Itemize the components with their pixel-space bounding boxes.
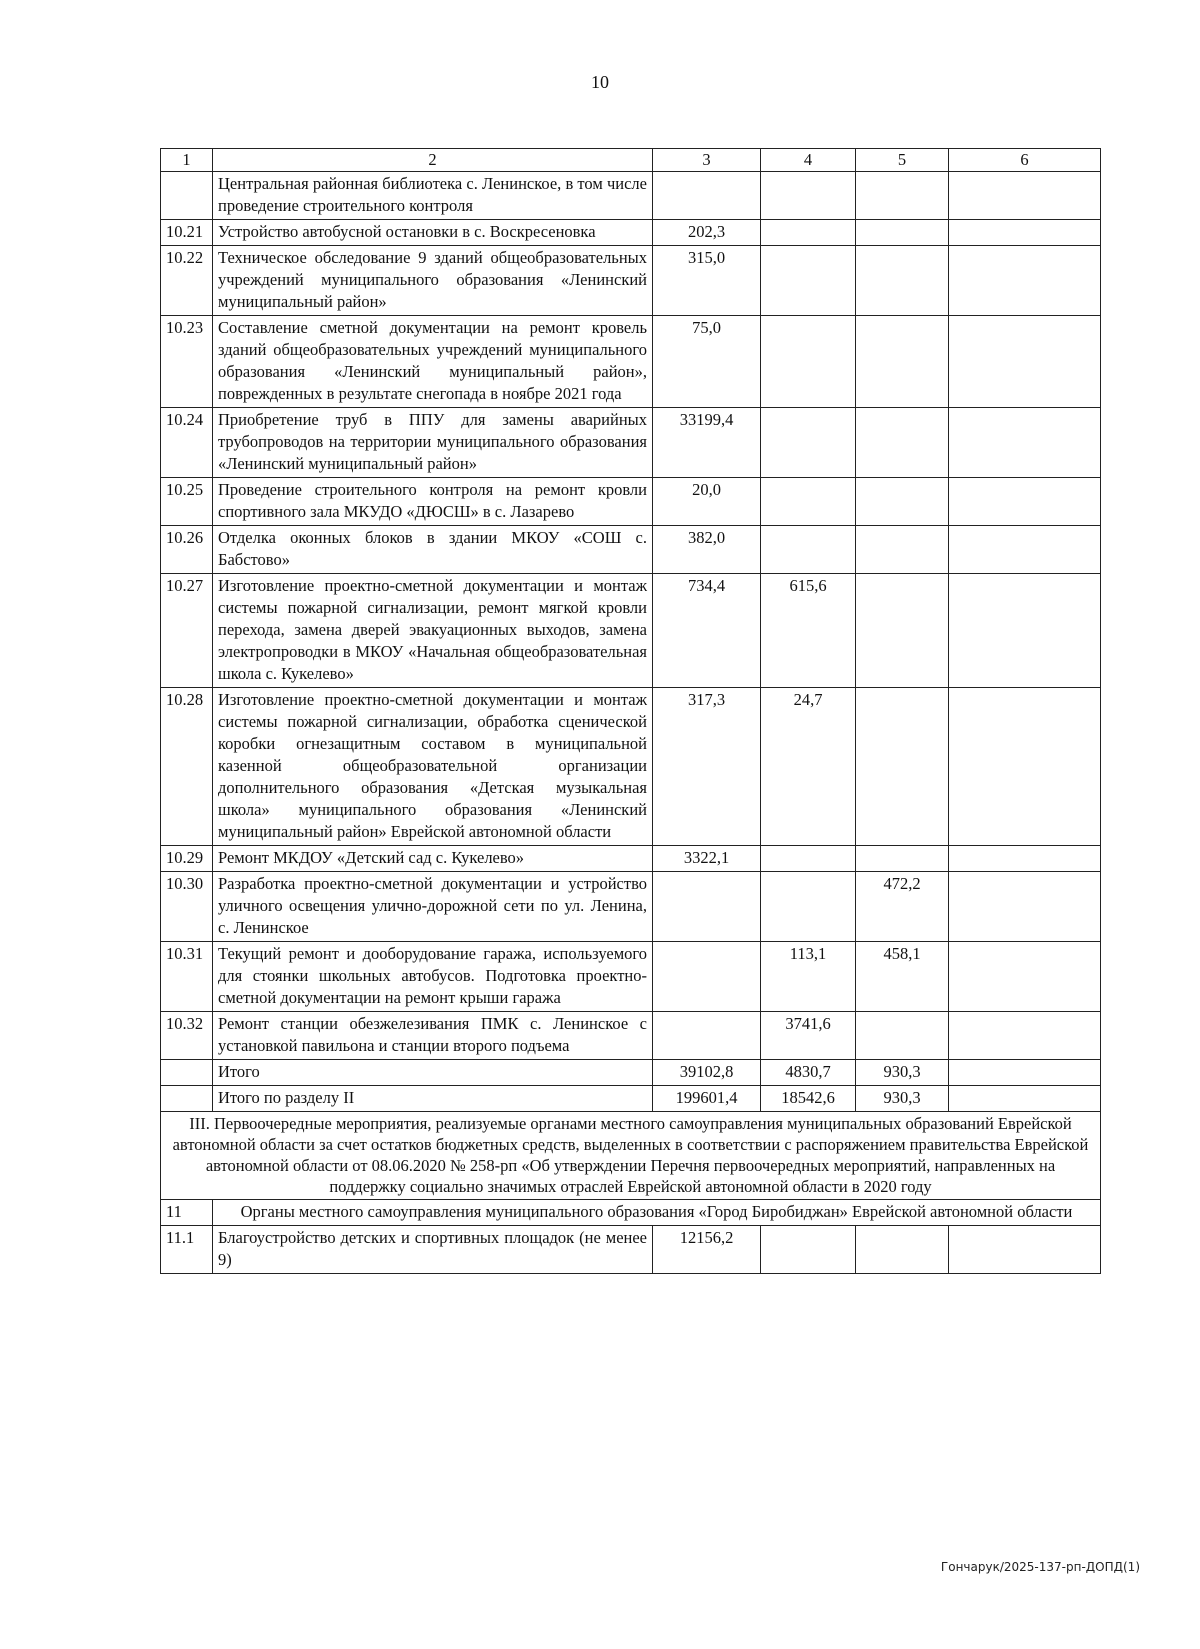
row-number: 10.24: [161, 408, 213, 478]
table-row: [161, 846, 1101, 872]
section-heading-row: [161, 1112, 1101, 1200]
row-col6: [949, 1060, 1101, 1086]
row-col4: [761, 316, 856, 408]
row-col3: 317,3: [653, 688, 761, 846]
row-col3: 734,4: [653, 574, 761, 688]
row-col4: [761, 846, 856, 872]
table-row: [161, 172, 1101, 220]
header-col-3: 3: [653, 149, 761, 172]
row-col6: [949, 574, 1101, 688]
row-col3: [653, 872, 761, 942]
row-col3: 199601,4: [653, 1086, 761, 1112]
row-description: Устройство автобусной остановки в с. Воскресеновка: [213, 220, 653, 246]
table-row: [161, 526, 1101, 574]
row-col5: [856, 246, 949, 316]
row-col3: 39102,8: [653, 1060, 761, 1086]
row-col6: [949, 942, 1101, 1012]
row-number: 10.31: [161, 942, 213, 1012]
table-body: [161, 149, 1101, 1274]
row-col5: 472,2: [856, 872, 949, 942]
row-col6: [949, 1226, 1101, 1274]
row-col5: [856, 478, 949, 526]
row-col4: 18542,6: [761, 1086, 856, 1112]
row-col6: [949, 526, 1101, 574]
row-col3: [653, 1012, 761, 1060]
row-col6: [949, 408, 1101, 478]
row-description: Изготовление проектно-сметной документации и монтаж системы пожарной сигнализации, обработка сценической коробки огнезащитным составом в муниципальной казенной общеобразовательной организации дополнительного образования «Детская музыкальная школа» муниципального образования «Ленинский муниципальный район» Еврейской автономной области: [213, 688, 653, 846]
row-col3: [653, 942, 761, 1012]
row-number: 10.30: [161, 872, 213, 942]
row-number: 10.28: [161, 688, 213, 846]
row-col5: [856, 172, 949, 220]
table-row: [161, 872, 1101, 942]
header-col-4: 4: [761, 149, 856, 172]
row-number: [161, 1086, 213, 1112]
row-col4: 615,6: [761, 574, 856, 688]
row-description: Составление сметной документации на ремонт кровель зданий общеобразовательных учреждений муниципального образования «Ленинский муниципальный район», поврежденных в результате снегопада в ноябре 2021 года: [213, 316, 653, 408]
row-number: 10.32: [161, 1012, 213, 1060]
row-number: 10.27: [161, 574, 213, 688]
row-col4: [761, 408, 856, 478]
table-row: [161, 574, 1101, 688]
row-number: 10.25: [161, 478, 213, 526]
row-col3: 315,0: [653, 246, 761, 316]
header-col-1: 1: [161, 149, 213, 172]
header-col-5: 5: [856, 149, 949, 172]
row-number: 11.1: [161, 1226, 213, 1274]
row-col4: [761, 246, 856, 316]
header-row: [161, 149, 1101, 172]
row-col4: 3741,6: [761, 1012, 856, 1060]
row-col4: 24,7: [761, 688, 856, 846]
row-col5: [856, 1012, 949, 1060]
row-col6: [949, 316, 1101, 408]
row-number: 10.22: [161, 246, 213, 316]
row-col5: [856, 688, 949, 846]
row-col6: [949, 172, 1101, 220]
row-col3: 382,0: [653, 526, 761, 574]
row-col3: [653, 172, 761, 220]
table-row: [161, 688, 1101, 846]
table-row: [161, 1012, 1101, 1060]
row-description: Благоустройство детских и спортивных площадок (не менее 9): [213, 1226, 653, 1274]
row-col5: [856, 574, 949, 688]
row-col5: [856, 316, 949, 408]
row-number: 10.26: [161, 526, 213, 574]
org-heading: Органы местного самоуправления муниципального образования «Город Биробиджан» Еврейской автономной области: [213, 1200, 1101, 1226]
row-col5: [856, 1226, 949, 1274]
table-row: [161, 1226, 1101, 1274]
row-col6: [949, 478, 1101, 526]
total-row: [161, 1060, 1101, 1086]
page-number: 10: [591, 72, 609, 92]
row-number: 10.23: [161, 316, 213, 408]
row-description: Ремонт МКДОУ «Детский сад с. Кукелево»: [213, 846, 653, 872]
row-col4: [761, 172, 856, 220]
row-col4: [761, 526, 856, 574]
row-number: 10.21: [161, 220, 213, 246]
row-number: [161, 172, 213, 220]
row-col3: 3322,1: [653, 846, 761, 872]
row-description: Итого: [213, 1060, 653, 1086]
budget-table: [160, 148, 1101, 1274]
table-row: [161, 316, 1101, 408]
header-col-2: 2: [213, 149, 653, 172]
row-description: Текущий ремонт и дооборудование гаража, используемого для стоянки школьных автобусов. Подготовка проектно-сметной документации на ремонт крыши гаража: [213, 942, 653, 1012]
row-description: Ремонт станции обезжелезивания ПМК с. Ленинское с установкой павильона и станции второго подъема: [213, 1012, 653, 1060]
header-col-6: 6: [949, 149, 1101, 172]
row-col4: 4830,7: [761, 1060, 856, 1086]
row-description: Техническое обследование 9 зданий общеобразовательных учреждений муниципального образования «Ленинский муниципальный район»: [213, 246, 653, 316]
row-col4: 113,1: [761, 942, 856, 1012]
row-col6: [949, 220, 1101, 246]
row-col6: [949, 872, 1101, 942]
row-description: Приобретение труб в ППУ для замены аварийных трубопроводов на территории муниципального образования «Ленинский муниципальный район»: [213, 408, 653, 478]
table-row: [161, 408, 1101, 478]
row-col4: [761, 872, 856, 942]
row-col3: 12156,2: [653, 1226, 761, 1274]
table-row: [161, 478, 1101, 526]
section-heading: III. Первоочередные мероприятия, реализуемые органами местного самоуправления муниципальных образований Еврейской автономной области за счет остатков бюджетных средств, выделенных в соответствии с распоряжением правительства Еврейской автономной области от 08.06.2020 № 258-рп «Об утверждении Перечня первоочередных мероприятий, направленных на поддержку социально значимых отраслей Еврейской автономной области в 2020 году: [161, 1112, 1101, 1200]
row-col5: [856, 220, 949, 246]
row-number: 10.29: [161, 846, 213, 872]
row-col5: 930,3: [856, 1086, 949, 1112]
row-description: Итого по разделу II: [213, 1086, 653, 1112]
row-col6: [949, 688, 1101, 846]
row-col3: 33199,4: [653, 408, 761, 478]
table-row: [161, 942, 1101, 1012]
row-col3: 202,3: [653, 220, 761, 246]
row-description: Проведение строительного контроля на ремонт кровли спортивного зала МКУДО «ДЮСШ» в с. Лазарево: [213, 478, 653, 526]
row-description: Разработка проектно-сметной документации и устройство уличного освещения улично-дорожной сети по ул. Ленина, с. Ленинское: [213, 872, 653, 942]
row-col5: [856, 408, 949, 478]
row-number: [161, 1060, 213, 1086]
row-col3: 20,0: [653, 478, 761, 526]
row-col5: [856, 846, 949, 872]
section-total-row: [161, 1086, 1101, 1112]
document-code: Гончарук/2025-137-рп-ДОПД(1): [940, 1560, 1140, 1574]
row-col4: [761, 478, 856, 526]
row-description: Изготовление проектно-сметной документации и монтаж системы пожарной сигнализации, ремонт мягкой кровли перехода, замена дверей эвакуационных выходов, замена электропроводки в МКОУ «Начальная общеобразовательная школа с. Кукелево»: [213, 574, 653, 688]
row-col6: [949, 1086, 1101, 1112]
row-col6: [949, 846, 1101, 872]
row-col4: [761, 1226, 856, 1274]
row-col5: 930,3: [856, 1060, 949, 1086]
row-col5: 458,1: [856, 942, 949, 1012]
row-col3: 75,0: [653, 316, 761, 408]
row-col4: [761, 220, 856, 246]
table-row: [161, 246, 1101, 316]
row-description: Центральная районная библиотека с. Ленинское, в том числе проведение строительного контроля: [213, 172, 653, 220]
row-col6: [949, 1012, 1101, 1060]
table-row: [161, 220, 1101, 246]
row-col6: [949, 246, 1101, 316]
row-description: Отделка оконных блоков в здании МКОУ «СОШ с. Бабстово»: [213, 526, 653, 574]
org-number: 11: [161, 1200, 213, 1226]
row-col5: [856, 526, 949, 574]
org-row: [161, 1200, 1101, 1226]
